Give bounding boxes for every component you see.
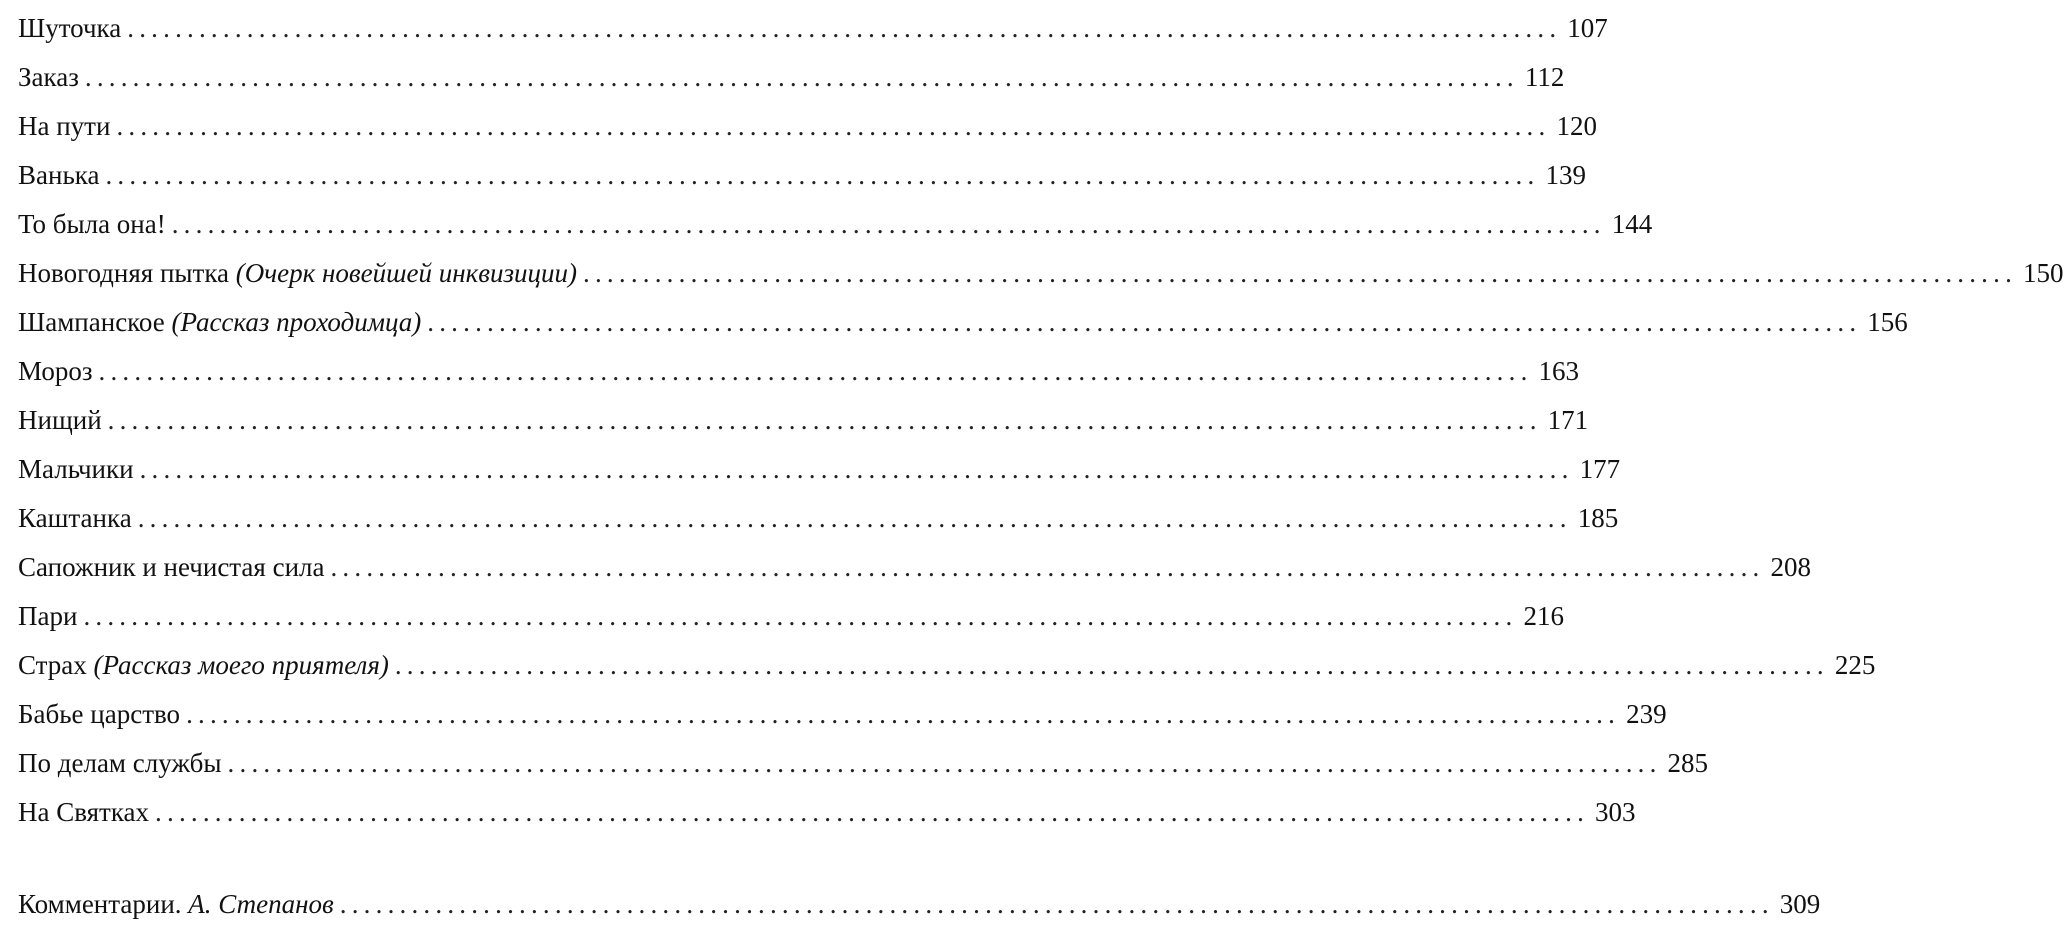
toc-entry xyxy=(18,298,1908,347)
toc-entry-title: То была она! xyxy=(18,209,166,239)
toc-entry-title-group xyxy=(18,739,222,788)
toc-entry-title: Каштанка xyxy=(18,503,132,533)
toc-entry-title: Шуточка xyxy=(18,13,122,43)
toc-entry xyxy=(18,151,1586,200)
toc-entry-title: Мальчики xyxy=(18,454,134,484)
toc-entry-title-group xyxy=(18,494,132,543)
toc-entry-commentary xyxy=(18,880,1821,929)
dot-leader: ........................................................................................................................ xyxy=(137,503,1572,533)
dot-leader: ........................................................................................................................ xyxy=(583,258,2018,288)
toc-entry xyxy=(18,788,1636,837)
toc-entry xyxy=(18,200,1653,249)
toc-entry xyxy=(18,739,1709,788)
commentary-author: А. Степанов xyxy=(188,889,334,919)
dot-leader: ........................................................................................................................ xyxy=(127,13,1562,43)
toc-entry-subtitle: (Очерк новейшей инквизиции) xyxy=(235,258,578,288)
toc-entry-page-number: 112 xyxy=(1524,62,1565,92)
toc-entry-title-group xyxy=(18,396,102,445)
dot-leader: ........................................................................................................................ xyxy=(98,356,1533,386)
toc-entry-title: Страх xyxy=(18,650,87,680)
commentary-page-number: 309 xyxy=(1779,889,1821,919)
toc-entry-title: Бабье царство xyxy=(18,699,181,729)
toc-entry-title: На пути xyxy=(18,111,111,141)
dot-leader: ........................................................................................................................ xyxy=(83,601,1518,631)
commentary-title-group xyxy=(18,880,334,929)
toc-entry-title: На Святках xyxy=(18,797,150,827)
toc-entry-title-group xyxy=(18,641,389,690)
toc-entry xyxy=(18,592,1564,641)
toc-entry-page-number: 177 xyxy=(1579,454,1621,484)
toc-entry-page-number: 163 xyxy=(1538,356,1580,386)
dot-leader: ........................................................................................................................ xyxy=(227,748,1662,778)
toc-entry-title-group xyxy=(18,788,149,837)
toc-entry-title: Новогодняя пытка xyxy=(18,258,230,288)
toc-entry-page-number: 171 xyxy=(1547,405,1589,435)
toc-entries xyxy=(18,4,2064,837)
toc-entry-page-number: 225 xyxy=(1834,650,1876,680)
dot-leader: ........................................................................................................................ xyxy=(116,111,1551,141)
toc-entry xyxy=(18,4,1608,53)
toc-entry-title: Мороз xyxy=(18,356,93,386)
toc-entry xyxy=(18,445,1621,494)
toc-entry-title-group xyxy=(18,249,577,298)
toc-entry-title-group xyxy=(18,543,324,592)
toc-entry-page-number: 107 xyxy=(1567,13,1608,43)
toc-entry-page-number: 150 xyxy=(2023,258,2064,288)
toc-entry-title-group xyxy=(18,4,121,53)
dot-leader: ........................................................................................................................ xyxy=(139,454,1574,484)
toc-entry-page-number: 216 xyxy=(1523,601,1564,631)
toc-entry-subtitle: (Рассказ моего приятеля) xyxy=(93,650,389,680)
toc-entry-title: Пари xyxy=(18,601,78,631)
toc-entry-page-number: 120 xyxy=(1556,111,1597,141)
toc-entry-title-group xyxy=(18,102,110,151)
dot-leader: ........................................................................................................................ xyxy=(186,699,1621,729)
toc-entry-title-group xyxy=(18,298,421,347)
dot-leader: ........................................................................................................................ xyxy=(155,797,1590,827)
toc-entry-title-group xyxy=(18,445,134,494)
dot-leader: ........................................................................................................................ xyxy=(427,307,1862,337)
dot-leader: ........................................................................................................................ xyxy=(84,62,1519,92)
toc-entry xyxy=(18,690,1667,739)
dot-leader: ........................................................................................................................ xyxy=(171,209,1606,239)
toc-entry xyxy=(18,249,2064,298)
toc-entry-subtitle: (Рассказ проходимца) xyxy=(171,307,422,337)
toc-entry-title: Ванька xyxy=(18,160,100,190)
commentary-title: Комментарии. xyxy=(18,889,182,919)
toc-entry xyxy=(18,641,1876,690)
toc-entry xyxy=(18,543,1811,592)
toc-entry-title-group xyxy=(18,53,79,102)
toc-entry-title-group xyxy=(18,592,77,641)
toc-entry-title-group xyxy=(18,200,166,249)
toc-entry-page-number: 239 xyxy=(1626,699,1667,729)
toc-entry-page-number: 139 xyxy=(1545,160,1586,190)
toc-entry xyxy=(18,396,1589,445)
toc-entry xyxy=(18,494,1619,543)
dot-leader: ........................................................................................................................ xyxy=(394,650,1829,680)
toc-entry-page-number: 303 xyxy=(1595,797,1636,827)
toc-entry-page-number: 285 xyxy=(1667,748,1709,778)
toc-entry xyxy=(18,102,1597,151)
toc-entry-title-group xyxy=(18,151,99,200)
toc-entry-title: Сапожник и нечистая сила xyxy=(18,552,325,582)
dot-leader: ........................................................................................................................ xyxy=(105,160,1540,190)
toc-entry-title: Заказ xyxy=(18,62,79,92)
toc-entry-title: Нищий xyxy=(18,405,102,435)
toc-entry-page-number: 156 xyxy=(1867,307,1908,337)
toc-entry xyxy=(18,53,1565,102)
toc-entry-title: Шампанское xyxy=(18,307,165,337)
dot-leader: ........................................................................................................................ xyxy=(339,889,1774,919)
dot-leader: ........................................................................................................................ xyxy=(107,405,1542,435)
toc-entry-title: По делам службы xyxy=(18,748,222,778)
dot-leader: ........................................................................................................................ xyxy=(330,552,1765,582)
toc-entry-page-number: 144 xyxy=(1611,209,1653,239)
table-of-contents xyxy=(18,4,2064,929)
toc-entry-title-group xyxy=(18,347,93,396)
toc-entry-page-number: 208 xyxy=(1770,552,1811,582)
toc-entry-page-number: 185 xyxy=(1577,503,1619,533)
toc-entry xyxy=(18,347,1580,396)
toc-entry-title-group xyxy=(18,690,180,739)
